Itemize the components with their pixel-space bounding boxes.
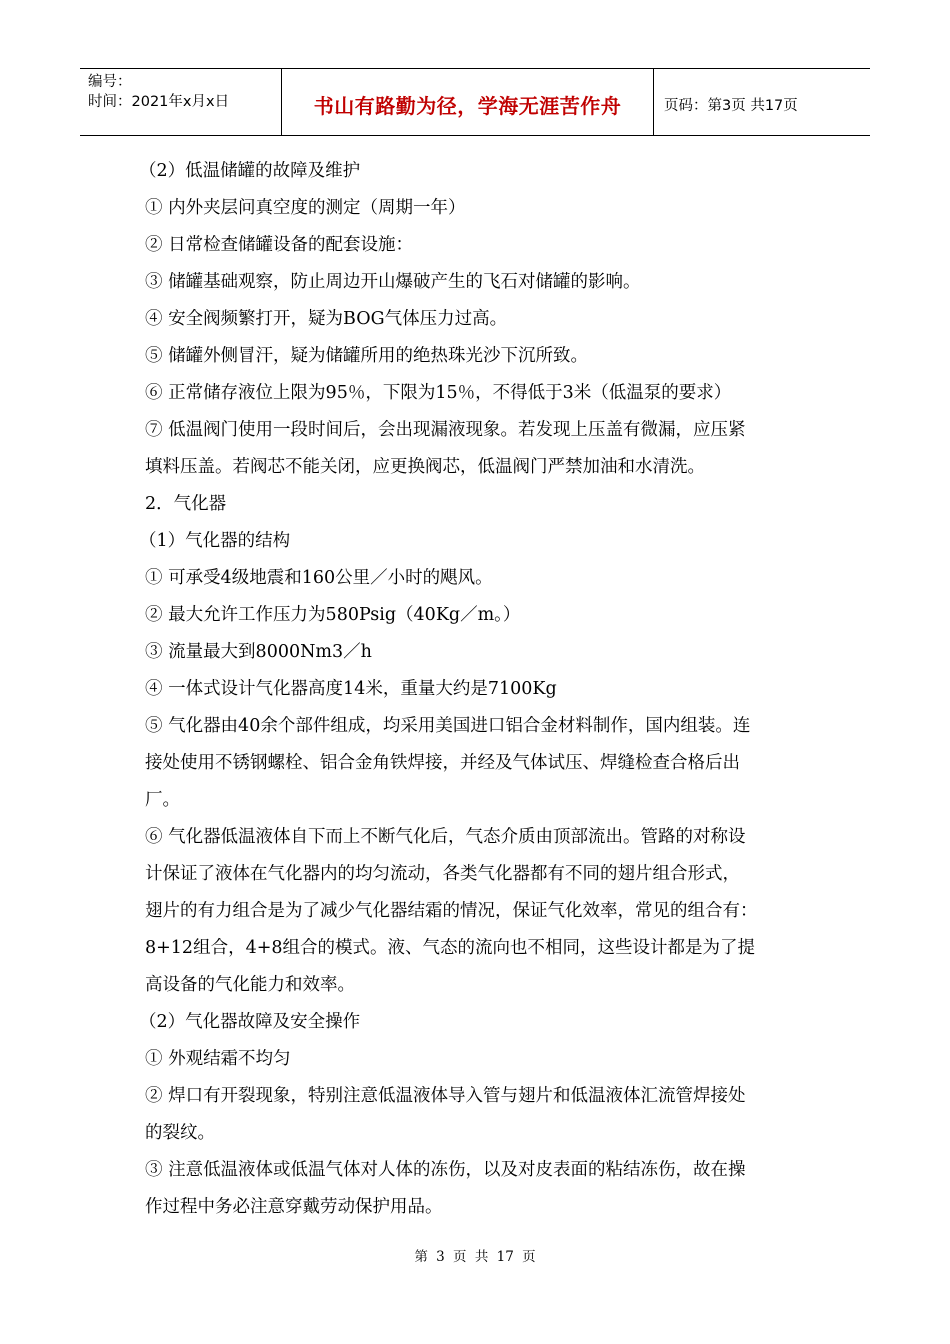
body-line: ③ 储罐基础观察，防止周边开山爆破产生的飞石对储罐的影响。 [145,272,641,292]
section-heading: 2．气化器 [145,494,227,514]
body-line: ① 内外夹层问真空度的测定（周期一年） [145,198,466,218]
header-motto: 书山有路勤为径，学海无涯苦作舟 [282,69,654,135]
body-line: 高设备的气化能力和效率。 [145,975,355,995]
body-line: ③ 注意低温液体或低温气体对人体的冻伤，以及对皮表面的粘结冻伤，故在操 [145,1160,746,1180]
body-line: 8+12组合，4+8组合的模式。液、气态的流向也不相同，这些设计都是为了提 [145,938,755,958]
header-page-info: 页码：第3页 共17页 [664,97,798,114]
body-line: ① 外观结霜不均匀 [145,1049,291,1069]
document-body [139,153,825,1226]
body-line: ⑤ 气化器由40余个部件组成，均采用美国进口铝合金材料制作，国内组装。连 [145,716,751,736]
body-line: ① 可承受4级地震和160公里／小时的飓风。 [145,568,493,588]
body-line: 填料压盖。若阀芯不能关闭，应更换阀芯，低温阀门严禁加油和水清洗。 [145,457,705,477]
body-line: 作过程中务必注意穿戴劳动保护用品。 [145,1197,443,1217]
section-heading: （2）低温储罐的故障及维护 [139,161,361,181]
body-line: ④ 安全阀频繁打开，疑为BOG气体压力过高。 [145,309,508,329]
section-heading: （2）气化器故障及安全操作 [139,1012,361,1032]
body-line: 的裂纹。 [145,1123,215,1143]
section-heading: （1）气化器的结构 [139,531,291,551]
body-line: ② 日常检查储罐设备的配套设施： [145,235,414,255]
body-line: ⑤ 储罐外侧冒汗，疑为储罐所用的绝热珠光沙下沉所致。 [145,346,589,366]
body-line: ④ 一体式设计气化器高度14米，重量大约是7100Kg [145,679,557,699]
page-footer: 第 3 页 共 17 页 [414,1249,536,1265]
body-line: 翅片的有力组合是为了减少气化器结霜的情况，保证气化效率，常见的组合有： [145,901,758,921]
body-line: ⑥ 气化器低温液体自下而上不断气化后，气态介质由顶部流出。管路的对称设 [145,827,746,847]
body-line: ⑥ 正常储存液位上限为95％，下限为15％，不得低于3米（低温泵的要求） [145,383,732,403]
body-line: 厂。 [145,790,180,810]
body-line: ③ 流量最大到8000Nm3／h [145,642,372,662]
header-meta-cell [80,69,282,135]
body-line: 接处使用不锈钢螺栓、铝合金角铁焊接，并经及气体试压、焊缝检查合格后出 [145,753,740,773]
body-line: 计保证了液体在气化器内的均匀流动，各类气化器都有不同的翅片组合形式， [145,864,740,884]
document-number-label: 编号： [88,74,132,90]
body-line: ⑦ 低温阀门使用一段时间后，会出现漏液现象。若发现上压盖有微漏，应压紧 [145,420,746,440]
document-time-label: 时间：2021年x月x日 [88,94,230,110]
body-line: ② 焊口有开裂现象，特别注意低温液体导入管与翅片和低温液体汇流管焊接处 [145,1086,746,1106]
body-line: ② 最大允许工作压力为580Psig（40Kg／m。） [145,605,521,625]
header-table [80,68,870,136]
